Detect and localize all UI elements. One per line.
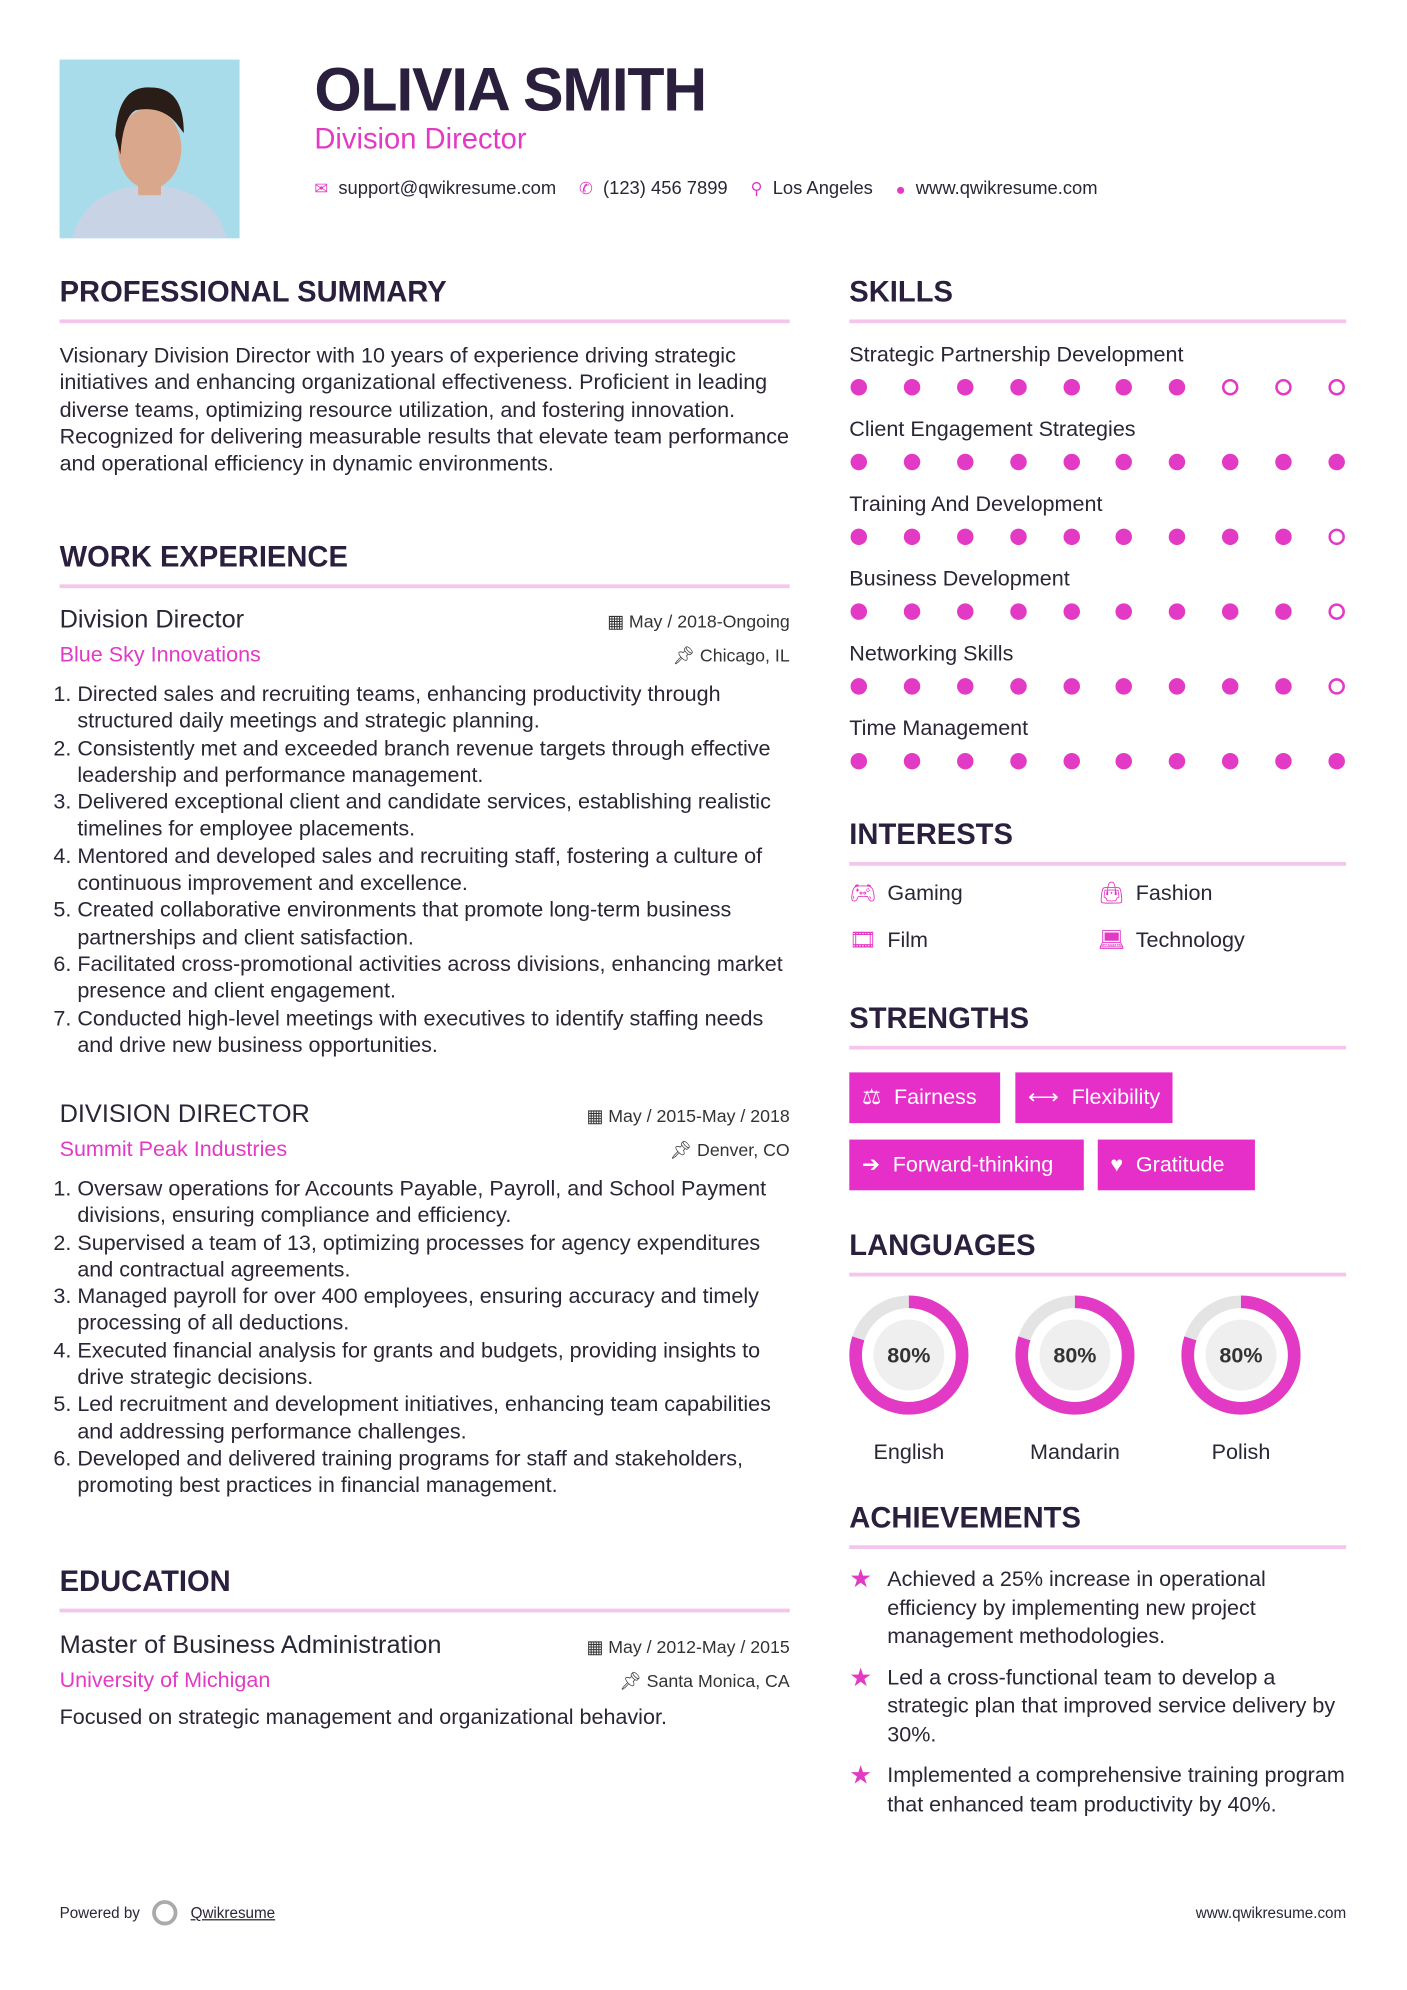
experience-heading: WORK EXPERIENCE [60,540,790,588]
filled-dot-icon [1063,603,1079,619]
job-location: Denver, CO [697,1139,790,1160]
filled-dot-icon [1275,753,1291,769]
star-icon: ★ [849,1565,873,1594]
filled-dot-icon [1222,454,1238,470]
achievement-text: Achieved a 25% increase in operational efficiency by implementing new project management methodologies. [887,1566,1266,1648]
achievement-text: Implemented a comprehensive training program that enhanced team productivity by 40%. [887,1763,1345,1816]
language-name: Polish [1211,1439,1271,1465]
filled-dot-icon [1063,529,1079,545]
filled-dot-icon [1169,379,1185,395]
filled-dot-icon [851,678,867,694]
powered-by-text: Powered by [59,1903,140,1922]
skill-rating [849,603,1346,619]
empty-dot-icon [1275,379,1291,395]
skill-name: Training And Development [849,491,1103,516]
phone-text: (123) 456 7899 [602,178,728,200]
envelope-icon: ✉ [314,178,329,198]
filled-dot-icon [1010,603,1026,619]
filled-dot-icon [1169,753,1185,769]
bullet: 2. Supervised a team of 13, optimizing processes for agency expenditures and contractual agreements. [77,1229,789,1283]
shopping-bag-icon: 👜︎ [1097,880,1126,906]
filled-dot-icon [1169,454,1185,470]
strength-label: Fairness [893,1085,977,1110]
strength-label: Flexibility [1071,1085,1161,1110]
education-location: Santa Monica, CA [646,1670,790,1691]
balance-scale-icon: ⚖ [861,1085,882,1110]
filled-dot-icon [957,678,973,694]
filled-dot-icon [1169,529,1185,545]
strength-tag [1015,1072,1172,1123]
degree: Master of Business Administration [59,1631,442,1660]
interest-label: Technology [1135,927,1245,952]
skill-name: Time Management [849,716,1029,741]
bullet: 4. Executed financial analysis for grants and budgets, providing insights to drive strategic decisions. [77,1337,789,1391]
education-heading: EDUCATION [60,1564,790,1612]
empty-dot-icon [1328,678,1344,694]
calendar-icon: ▦ [586,1636,609,1657]
achievements-list [849,1565,1346,1819]
bullet: 4. Mentored and developed sales and recruiting staff, fostering a culture of continuous improvement and excellence. [77,843,789,897]
filled-dot-icon [904,454,920,470]
languages-heading: LANGUAGES [849,1228,1346,1276]
job-title: DIVISION DIRECTOR [59,1100,310,1129]
star-icon: ★ [849,1663,873,1692]
filled-dot-icon [1275,529,1291,545]
achievement-item [849,1762,1346,1819]
filled-dot-icon [1063,753,1079,769]
location-text: Los Angeles [772,178,873,200]
empty-dot-icon [1328,379,1344,395]
filled-dot-icon [851,454,867,470]
achievements-heading: ACHIEVEMENTS [849,1501,1346,1549]
language-percent: 80% [1219,1343,1263,1368]
interest-item [849,881,962,906]
pin-icon: 📌︎ [669,1139,698,1160]
filled-dot-icon [1328,454,1344,470]
filled-dot-icon [904,603,920,619]
skill-rating [849,454,1346,470]
skill-item [849,417,1346,492]
achievement-text: Led a cross-functional team to develop a strategic plan that improved service delivery by 30%. [887,1664,1336,1747]
bullet: 3. Delivered exceptional client and candidate services, establishing realistic timelines for employee placements. [77,789,789,843]
filled-dot-icon [1116,379,1132,395]
skill-rating [849,678,1346,694]
skill-item [849,492,1346,567]
filled-dot-icon [957,603,973,619]
filled-dot-icon [904,753,920,769]
language-item [845,1292,972,1466]
language-item [1178,1292,1305,1466]
languages-list [845,1292,1304,1466]
skill-rating [849,529,1346,545]
skill-rating [849,379,1346,395]
filled-dot-icon [1328,753,1344,769]
star-icon: ★ [849,1761,873,1790]
filled-dot-icon [851,529,867,545]
company-name: Summit Peak Industries [59,1137,288,1162]
bullet: 7. Conducted high-level meetings with executives to identify staffing needs and drive new business opportunities. [77,1005,789,1059]
achievement-item [849,1664,1346,1750]
filled-dot-icon [1010,678,1026,694]
company-name: Blue Sky Innovations [59,642,261,667]
skill-item [849,641,1346,716]
filled-dot-icon [957,753,973,769]
skill-item [849,716,1346,791]
filled-dot-icon [1116,678,1132,694]
skill-rating [849,753,1346,769]
filled-dot-icon [1010,454,1026,470]
skill-name: Strategic Partnership Development [849,342,1184,367]
strengths-heading: STRENGTHS [849,1001,1346,1049]
filled-dot-icon [1275,454,1291,470]
filled-dot-icon [1063,379,1079,395]
filled-dot-icon [1169,678,1185,694]
filled-dot-icon [1116,529,1132,545]
bullet: 1. Oversaw operations for Accounts Payable, Payroll, and School Payment divisions, ensuring compliance and efficiency. [77,1175,789,1229]
bullet: 6. Facilitated cross-promotional activities across divisions, enhancing market presence and client engagement. [77,951,789,1005]
phone-icon: ✆ [579,178,593,198]
interest-label: Gaming [887,880,963,906]
filled-dot-icon [957,529,973,545]
school-name: University of Michigan [59,1668,271,1693]
bullet: 5. Created collaborative environments that promote long-term business partnerships and client satisfaction. [77,897,789,951]
skill-name: Networking Skills [849,641,1014,666]
qwikresume-logo-icon [153,1900,178,1925]
filled-dot-icon [851,753,867,769]
pin-icon: 📌︎ [672,645,700,666]
filled-dot-icon [1275,678,1291,694]
pin-icon: 📌︎ [619,1670,647,1691]
arrows-h-icon: ⟷ [1028,1085,1059,1110]
bullet: 1. Directed sales and recruiting teams, enhancing productivity through structured daily meetings and strategic planning. [77,681,789,735]
arrow-right-icon: ➔ [861,1152,881,1177]
filled-dot-icon [1222,529,1238,545]
education-description: Focused on strategic management and organizational behavior. [59,1704,667,1730]
language-percent: 80% [887,1343,931,1368]
skill-item [849,342,1346,417]
filled-dot-icon [957,454,973,470]
filled-dot-icon [1169,603,1185,619]
brand-link[interactable]: Qwikresume [190,1903,276,1922]
filled-dot-icon [1010,529,1026,545]
bullet: 5. Led recruitment and development initiatives, enhancing team capabilities and addressing performance challenges. [77,1391,789,1445]
job-entry [60,1100,790,1499]
website-link[interactable]: www.qwikresume.com [915,178,1098,200]
interest-item [1098,928,1245,953]
language-item [1012,1292,1139,1466]
job-entry [60,606,790,1059]
filled-dot-icon [1063,454,1079,470]
globe-icon: ● [895,179,906,199]
empty-dot-icon [1222,379,1238,395]
strength-tag [849,1140,1084,1191]
filled-dot-icon [1275,603,1291,619]
email-link[interactable]: support@qwikresume.com [338,178,557,200]
achievement-item [849,1565,1346,1651]
strength-label: Gratitude [1135,1152,1225,1177]
language-ring [1178,1292,1305,1419]
filled-dot-icon [904,529,920,545]
filled-dot-icon [851,603,867,619]
skills-heading: SKILLS [849,275,1346,323]
film-icon: 🎞︎ [849,927,877,952]
laptop-icon: 💻︎ [1097,927,1126,952]
education-dates: May / 2012-May / 2015 [608,1636,790,1657]
bullet: 3. Managed payroll for over 400 employees, ensuring accuracy and timely processing of all deductions. [77,1283,789,1337]
filled-dot-icon [1116,454,1132,470]
language-ring [845,1292,972,1419]
heart-icon: ♥ [1110,1152,1124,1177]
filled-dot-icon [1222,603,1238,619]
calendar-icon: ▦ [607,610,629,632]
interest-item [849,928,928,953]
empty-dot-icon [1328,603,1344,619]
filled-dot-icon [851,379,867,395]
skill-name: Client Engagement Strategies [849,417,1136,442]
filled-dot-icon [904,678,920,694]
interest-label: Fashion [1135,880,1213,906]
filled-dot-icon [957,379,973,395]
interest-item [1098,881,1213,906]
filled-dot-icon [1222,678,1238,694]
job-dates: May / 2015-May / 2018 [608,1105,790,1126]
bullet: 6. Developed and delivered training programs for staff and stakeholders, promoting best practices in financial management. [77,1445,789,1499]
job-bullets [60,1175,790,1499]
filled-dot-icon [1063,678,1079,694]
language-percent: 80% [1053,1343,1097,1368]
candidate-name: OLIVIA SMITH [314,57,706,125]
bullet: 2. Consistently met and exceeded branch revenue targets through effective leadership and performance management. [77,735,789,789]
skill-item [849,567,1346,642]
filled-dot-icon [1116,753,1132,769]
skill-name: Business Development [849,566,1070,591]
calendar-icon: ▦ [586,1105,609,1126]
strength-tag [1098,1140,1255,1191]
summary-text: Visionary Division Director with 10 years of experience driving strategic initiatives and enhancing organizational effectiveness. Proficient in leading diverse teams, optimizing resource utilization, and fostering innovation. Recognized for delivering measurable results that elevate team performance and operational efficiency in dynamic environments. [59,343,790,476]
map-marker-icon: ⚲ [750,178,763,198]
filled-dot-icon [904,379,920,395]
candidate-title: Division Director [314,121,527,155]
footer-left [60,1900,276,1925]
interests-heading: INTERESTS [849,818,1346,866]
job-dates: May / 2018-Ongoing [628,610,790,632]
contact-bar [314,179,1097,199]
footer-url[interactable]: www.qwikresume.com [1195,1903,1347,1922]
strength-label: Forward-thinking [892,1152,1054,1177]
gamepad-icon: 🎮︎ [849,880,877,906]
profile-photo [60,60,240,239]
summary-heading: PROFESSIONAL SUMMARY [60,275,790,323]
empty-dot-icon [1328,529,1344,545]
interest-label: Film [887,927,929,952]
language-ring [1012,1292,1139,1419]
job-bullets [60,681,790,1059]
strength-tag [849,1072,1000,1123]
filled-dot-icon [1010,379,1026,395]
language-name: English [873,1439,945,1465]
language-name: Mandarin [1030,1439,1120,1465]
job-location: Chicago, IL [699,645,790,666]
education-entry [60,1631,790,1730]
job-title: Division Director [59,605,245,634]
filled-dot-icon [1222,753,1238,769]
skills-list [849,342,1346,791]
filled-dot-icon [1010,753,1026,769]
filled-dot-icon [1116,603,1132,619]
